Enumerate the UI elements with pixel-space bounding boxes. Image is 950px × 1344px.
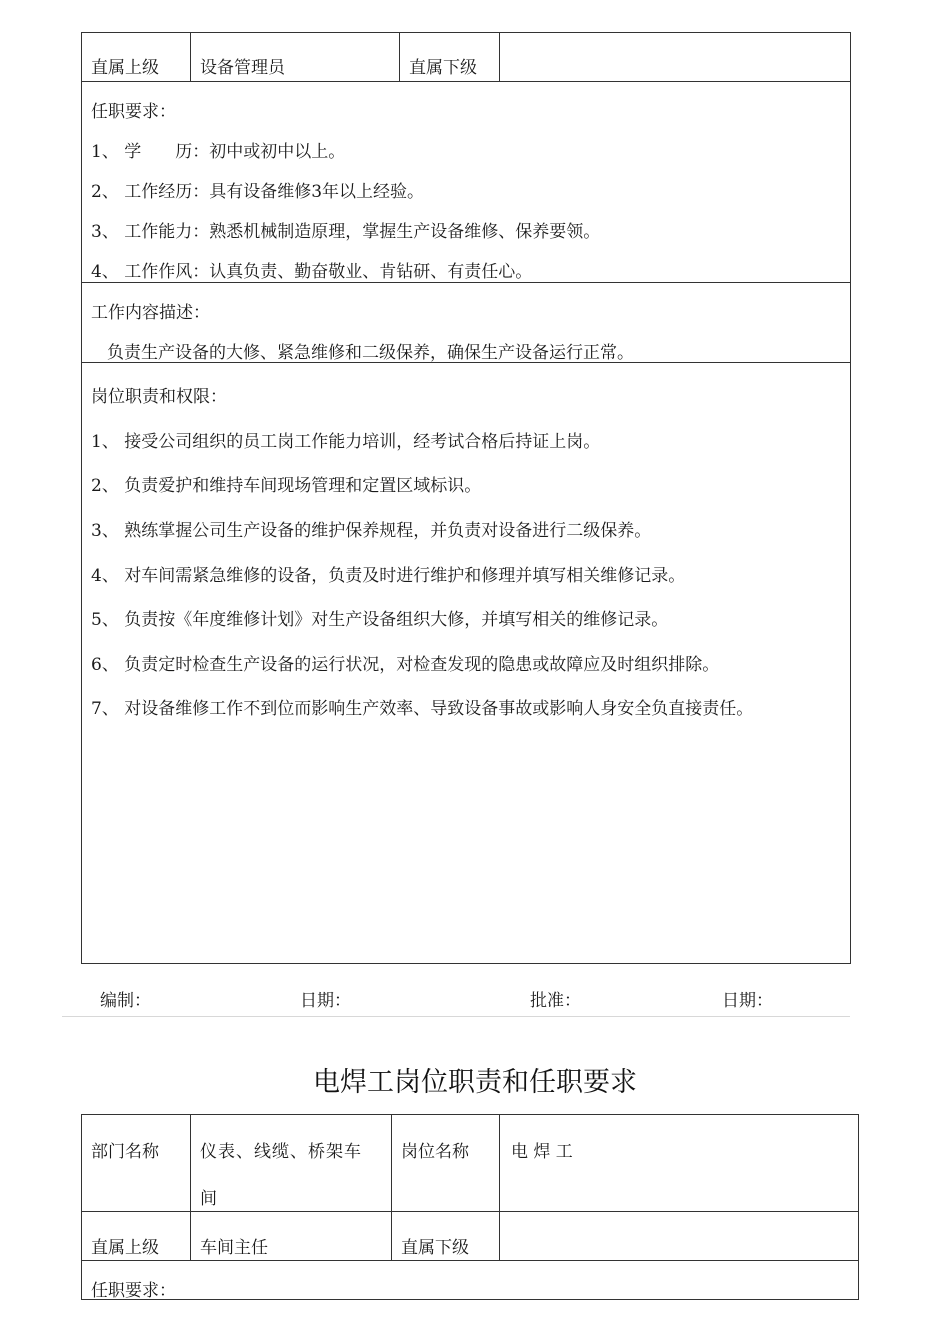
duty-item: 4、 对车间需紧急维修的设备，负责及时进行维护和修理并填写相关维修记录。	[91, 566, 686, 586]
requirement-item: 2、 工作经历：具有设备维修3年以上经验。	[91, 182, 425, 202]
cell-divider	[190, 1115, 191, 1260]
duties-heading: 岗位职责和权限：	[91, 387, 227, 407]
dept-value-cont: 间	[200, 1189, 217, 1209]
cell-divider	[399, 33, 400, 81]
subordinate-label: 直属下级	[409, 58, 477, 78]
cell-divider	[391, 1115, 392, 1260]
job-table-2	[81, 1114, 859, 1300]
dept-value: 仪表、线缆、桥架车	[200, 1142, 362, 1162]
duty-item: 7、 对设备维修工作不到位而影响生产效率、导致设备事故或影响人身安全负直接责任。	[91, 699, 754, 719]
cell-divider	[499, 33, 500, 81]
duty-item: 3、 熟练掌握公司生产设备的维护保养规程，并负责对设备进行二级保养。	[91, 521, 652, 541]
approved-label: 批准：	[530, 991, 581, 1011]
superior-label: 直属上级	[91, 1238, 159, 1258]
duty-item: 6、 负责定时检查生产设备的运行状况，对检查发现的隐患或故障应及时组织排除。	[91, 655, 720, 675]
row-divider	[82, 81, 850, 82]
row-divider	[82, 1260, 858, 1261]
job-table-1	[81, 32, 851, 964]
page-divider	[62, 1016, 850, 1017]
duty-item: 1、 接受公司组织的员工岗工作能力培训，经考试合格后持证上岗。	[91, 432, 601, 452]
superior-value: 设备管理员	[200, 58, 285, 78]
cell-divider	[190, 33, 191, 81]
row-divider	[82, 1211, 858, 1212]
duty-item: 5、 负责按《年度维修计划》对生产设备组织大修，并填写相关的维修记录。	[91, 610, 669, 630]
post-label: 岗位名称	[401, 1142, 469, 1162]
cell-divider	[499, 1115, 500, 1260]
row-divider	[82, 282, 850, 283]
superior-value: 车间主任	[200, 1238, 268, 1258]
description-heading: 工作内容描述：	[91, 303, 210, 323]
requirement-item: 1、 学 历：初中或初中以上。	[91, 142, 346, 162]
requirement-item: 4、 工作作风：认真负责、勤奋敬业、肯钻研、有责任心。	[91, 262, 533, 282]
requirement-item: 3、 工作能力：熟悉机械制造原理，掌握生产设备维修、保养要领。	[91, 222, 601, 242]
requirements-heading: 任职要求：	[91, 102, 176, 122]
duty-item: 2、 负责爱护和维持车间现场管理和定置区域标识。	[91, 476, 482, 496]
subordinate-label: 直属下级	[401, 1238, 469, 1258]
dept-label: 部门名称	[91, 1142, 159, 1162]
date-label: 日期：	[722, 991, 773, 1011]
superior-label: 直属上级	[91, 58, 159, 78]
requirements-heading: 任职要求：	[91, 1281, 176, 1301]
date-label: 日期：	[300, 991, 351, 1011]
compiled-label: 编制：	[100, 991, 151, 1011]
document-title: 电焊工岗位职责和任职要求	[313, 1067, 637, 1098]
description-text: 负责生产设备的大修、紧急维修和二级保养，确保生产设备运行正常。	[107, 343, 634, 363]
post-value: 电 焊 工	[511, 1142, 573, 1162]
